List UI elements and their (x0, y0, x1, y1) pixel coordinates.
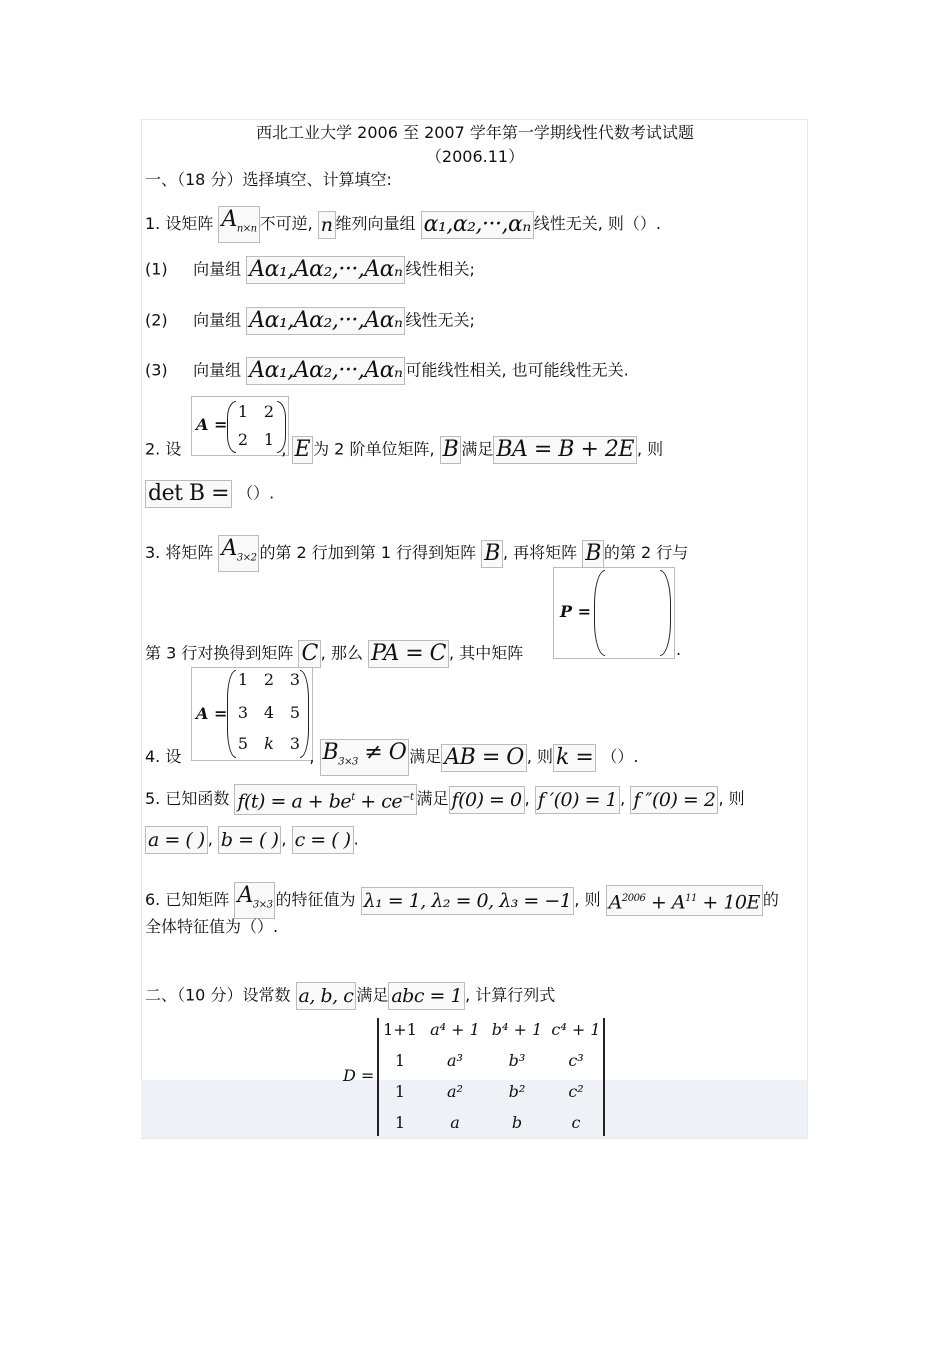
section2-text1: 满足 (356, 985, 389, 1005)
det-cell: a (450, 1113, 460, 1132)
q1-vectors: α₁,α₂,···,αₙ (421, 211, 534, 239)
q5-answers: a = ( ) , b = ( ) , c = ( ) . (145, 826, 359, 854)
option-label: (3) (145, 360, 168, 380)
det-cell: 1 (394, 1113, 406, 1132)
q1-text1: 不可逆, (259, 214, 313, 234)
det-cell: a³ (447, 1051, 463, 1070)
q6-num: 6. 已知矩阵 (145, 890, 230, 910)
q2-det-line (145, 480, 274, 508)
question-2: 2. 设 , E 为 2 阶单位矩阵, B 满足 BA = B + 2E , 则 (145, 437, 664, 462)
question-3-cont (145, 640, 523, 668)
q2-det: det B = (145, 480, 232, 508)
matrix-cell: 1 (237, 670, 249, 689)
q4-equation: AB = O (441, 744, 527, 772)
q5-function: $f(t) = a + be^t + ce^{-t}$ (234, 784, 416, 815)
q2-text1: 为 2 阶单位矩阵, (313, 439, 435, 459)
question-4: 4. 设 , $B_{3\times 3} \ne O$ 满足 AB = O , 则 k = （）. (145, 739, 638, 776)
option-label: (2) (145, 310, 168, 330)
q5-condition-2: f ′(0) = 1 (535, 786, 620, 814)
q1-option-3 (145, 357, 629, 385)
q5-text1: 满足 (416, 789, 449, 809)
matrix-cell: 5 (289, 703, 301, 722)
det-cell: c⁴ + 1 (551, 1020, 601, 1039)
exam-title: 西北工业大学 2006 至 2007 学年第一学期线性代数考试试题 (256, 123, 694, 142)
section2-text2: , 计算行列式 (465, 985, 556, 1005)
matrix-cell: 2 (263, 402, 275, 421)
q1-option-2 (145, 307, 475, 335)
q3-c: C (298, 640, 320, 668)
q3-text6: , 其中矩阵 (449, 643, 524, 663)
q3-period: . (676, 640, 682, 659)
q4-text1: 满足 (409, 747, 442, 767)
q5-condition-3: f ″(0) = 2 (630, 786, 718, 814)
q3-b: B (481, 540, 503, 568)
q4-k: k = (553, 744, 596, 772)
q3-matrix-a: $A_{3\times 2}$ (218, 535, 259, 572)
q6-text4: 全体特征值为（）. (145, 917, 279, 936)
option-math: Aα₁,Aα₂,···,Aαₙ (246, 307, 405, 335)
q4-b-neq: $B_{3\times 3} \ne O$ (320, 739, 410, 776)
q4-text2: , 则 (526, 747, 553, 767)
q5-num: 5. 已知函数 (145, 789, 230, 809)
q6-matrix-a: $A_{3\times 3}$ (234, 882, 275, 919)
det-cell: 1+1 (383, 1020, 417, 1039)
option-post: 线性无关; (405, 310, 475, 330)
q3-num: 3. 将矩阵 (145, 543, 214, 563)
question-5: 5. 已知函数 $f(t) = a + be^t + ce^{-t}$ 满足 f(0) = 0 , f ′(0) = 1 , f ″(0) = 2 , 则 (145, 784, 745, 815)
q1-option-1 (145, 256, 475, 284)
matrix-cell: 1 (237, 402, 249, 421)
matrix-cell: 5 (237, 734, 249, 753)
q5-answer-b: b = ( ) (218, 826, 282, 854)
q1-matrix-a: $A_{n\times n}$ (218, 206, 259, 243)
q6-text2: , 则 (574, 890, 601, 910)
option-pre: 向量组 (193, 310, 242, 330)
q2-b: B (440, 436, 462, 464)
q1-text3: 线性无关, 则（）. (533, 214, 662, 234)
q5-answer-c: c = ( ) (292, 826, 354, 854)
det-cell: b⁴ + 1 (491, 1020, 543, 1039)
option-label: (1) (145, 259, 168, 279)
matrix-cell: 1 (263, 430, 275, 449)
q3-text1: 的第 2 行加到第 1 行得到矩阵 (259, 543, 477, 563)
q1-n: n (318, 211, 336, 239)
det-cell: b (511, 1113, 523, 1132)
section2-constants: a, b, c (296, 982, 357, 1010)
matrix-lhs: A = (196, 704, 228, 723)
matrix-cell: 4 (263, 703, 275, 722)
q2-answer-blank: （）. (237, 483, 275, 503)
matrix-cell: 2 (263, 670, 275, 689)
determinant-d (340, 1018, 610, 1138)
matrix-cell: 3 (289, 670, 301, 689)
option-post: 线性相关; (405, 259, 475, 279)
q3-b2: B (582, 540, 604, 568)
q6-eigenvalues: λ₁ = 1, λ₂ = 0, λ₃ = −1 (361, 887, 575, 915)
option-post: 可能线性相关, 也可能线性无关. (405, 360, 629, 380)
q2-text3: , 则 (636, 439, 664, 459)
det-cell: b² (508, 1082, 526, 1101)
det-lhs: D = (343, 1066, 375, 1085)
matrix-cell: 3 (289, 734, 301, 753)
q5-text2: , 则 (718, 789, 745, 809)
q3-text2: , 再将矩阵 (502, 543, 578, 563)
det-cell: a⁴ + 1 (430, 1020, 480, 1039)
option-pre: 向量组 (193, 259, 242, 279)
q3-text4: 第 3 行对换得到矩阵 (145, 643, 294, 663)
option-pre: 向量组 (193, 360, 242, 380)
q1-num: 1. 设矩阵 (145, 214, 214, 234)
q2-text2: 满足 (461, 439, 494, 459)
det-cell: a² (447, 1082, 463, 1101)
q3-matrix-p (553, 567, 675, 659)
det-cell: 1 (394, 1082, 406, 1101)
q4-answer-blank: （）. (601, 747, 639, 767)
right-paren (660, 570, 671, 656)
q3-equation: PA = C (368, 640, 449, 668)
det-cell: 1 (394, 1051, 406, 1070)
option-math: Aα₁,Aα₂,···,Aαₙ (246, 256, 405, 284)
q6-text1: 的特征值为 (275, 890, 356, 910)
matrix-cell: 3 (237, 703, 249, 722)
section2-title: 二、（10 分）设常数 (145, 985, 291, 1005)
q2-num: 2. 设 (145, 439, 182, 459)
q5-condition-1: f(0) = 0 (449, 786, 525, 814)
det-cell: c² (568, 1082, 584, 1101)
section1-heading: 一、（18 分）选择填空、计算填空: (145, 170, 392, 189)
q2-equation: BA = B + 2E (493, 436, 637, 464)
matrix-cell: k (264, 734, 274, 753)
q6-expression: $A^{2006} + A^{11} + 10E$ (606, 885, 763, 916)
q6-text3: 的 (762, 890, 779, 910)
question-6 (145, 882, 779, 919)
det-cell: b³ (508, 1051, 526, 1070)
matrix-lhs: A = (196, 415, 228, 434)
left-paren (594, 570, 605, 656)
q3-text3: 的第 2 行与 (603, 543, 689, 563)
section2-condition: abc = 1 (388, 982, 465, 1010)
q2-e: E (292, 436, 314, 464)
matrix-cell: 2 (237, 430, 249, 449)
exam-date: （2006.11） (425, 147, 525, 166)
det-cell: c³ (568, 1051, 584, 1070)
section2-heading (145, 982, 555, 1010)
q3-text5: , 那么 (320, 643, 363, 663)
det-cell: c (571, 1113, 581, 1132)
matrix-lhs: P = (560, 602, 592, 621)
q5-answer-a: a = ( ) (145, 826, 208, 854)
option-math: Aα₁,Aα₂,···,Aαₙ (246, 357, 405, 385)
q1-text2: 维列向量组 (335, 214, 416, 234)
question-1 (145, 206, 661, 243)
q4-num: 4. 设 (145, 747, 182, 767)
